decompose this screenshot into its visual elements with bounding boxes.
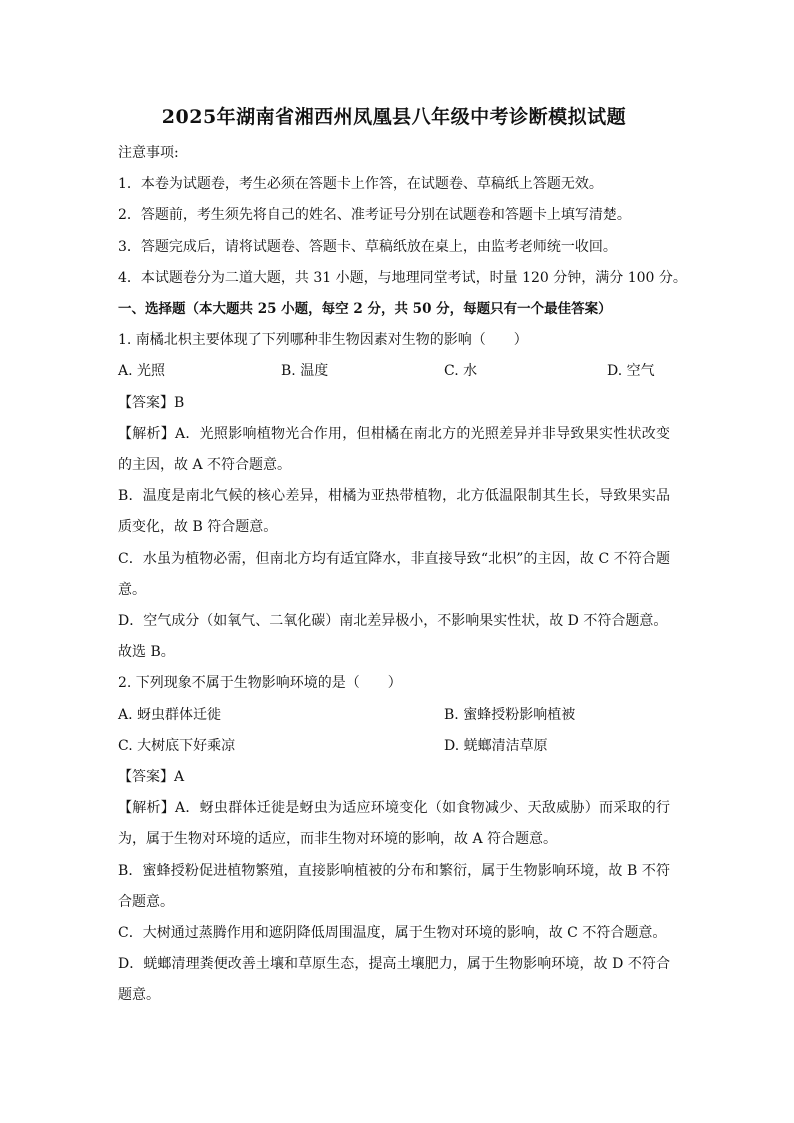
analysis-paragraph: D．空气成分（如氧气、二氧化碳）南北差异极小，不影响果实性状，故 D 不符合题意。 [118,613,668,630]
option-a: A. 蚜虫群体迁徙 [118,706,222,723]
answer-line: 【答案】B [118,394,185,411]
notice-item: 2．答题前，考生须先将自己的姓名、准考证号分别在试题卷和答题卡上填写清楚。 [118,207,631,224]
question-stem: 2. 下列现象不属于生物影响环境的是（ ） [118,675,402,692]
analysis-paragraph: B．蜜蜂授粉促进植物繁殖，直接影响植被的分布和繁衍，属于生物影响环境，故 B 不符合题意。 [118,862,670,910]
option-d: D. 蜣螂清洁草原 [444,737,548,754]
section-heading: 一、选择题（本大题共 25 小题，每空 2 分，共 50 分，每题只有一个最佳答案） [118,301,612,318]
analysis-paragraph: D．蜣螂清理粪便改善土壤和草原生态，提高土壤肥力，属于生物影响环境，故 D 不符合题意。 [118,956,670,1004]
page-title: 2025年湖南省湘西州凤凰县八年级中考诊断模拟试题 [161,106,627,128]
analysis-paragraph: C．水虽为植物必需，但南北方均有适宜降水，非直接导致“北枳”的主因，故 C 不符合题意。 [118,550,670,598]
notice-item: 3．答题完成后，请将试题卷、答题卡、草稿纸放在桌上，由监考老师统一收回。 [118,238,617,255]
analysis-conclusion: 故选 B。 [118,644,175,661]
analysis-paragraph: 【解析】A．光照影响植物光合作用，但柑橘在南北方的光照差异并非导致果实性状改变的主因，故 A 不符合题意。 [118,425,670,474]
notice-heading: 注意事项: [118,145,179,161]
question-1 [118,325,670,668]
question-2 [118,668,670,1011]
notice-item: 4．本试题卷分为二道大题，共 31 小题，与地理同堂考试，时量 120 分钟，满分 100 分。 [118,269,687,286]
question-stem: 1. 南橘北枳主要体现了下列哪种非生物因素对生物的影响（ ） [118,332,528,349]
analysis-paragraph: 【解析】A．蚜虫群体迁徙是蚜虫为适应环境变化（如食物减少、天敌威胁）而采取的行为，属于生物对环境的适应，而非生物对环境的影响，故 A 符合题意。 [118,800,670,848]
exam-page [118,104,687,1012]
option-c: C. 大树底下好乘凉 [118,737,236,754]
option-b: B. 蜜蜂授粉影响植被 [444,706,576,723]
answer-line: 【答案】A [118,769,185,786]
option-c: C. 水 [444,363,478,380]
option-a: A. 光照 [118,363,166,380]
question-options [118,731,670,762]
analysis-paragraph: B．温度是南北气候的核心差异，柑橘为亚热带植物，北方低温限制其生长，导致果实品质变化，故 B 符合题意。 [118,488,670,536]
option-b: B. 温度 [281,363,329,380]
question-options [118,700,670,731]
notice-item: 1．本卷为试题卷，考生必须在答题卡上作答，在试题卷、草稿纸上答题无效。 [118,176,603,193]
question-options [118,356,670,387]
analysis-paragraph: C．大树通过蒸腾作用和遮阴降低周围温度，属于生物对环境的影响，故 C 不符合题意。 [118,925,667,942]
option-d: D. 空气 [607,363,655,380]
